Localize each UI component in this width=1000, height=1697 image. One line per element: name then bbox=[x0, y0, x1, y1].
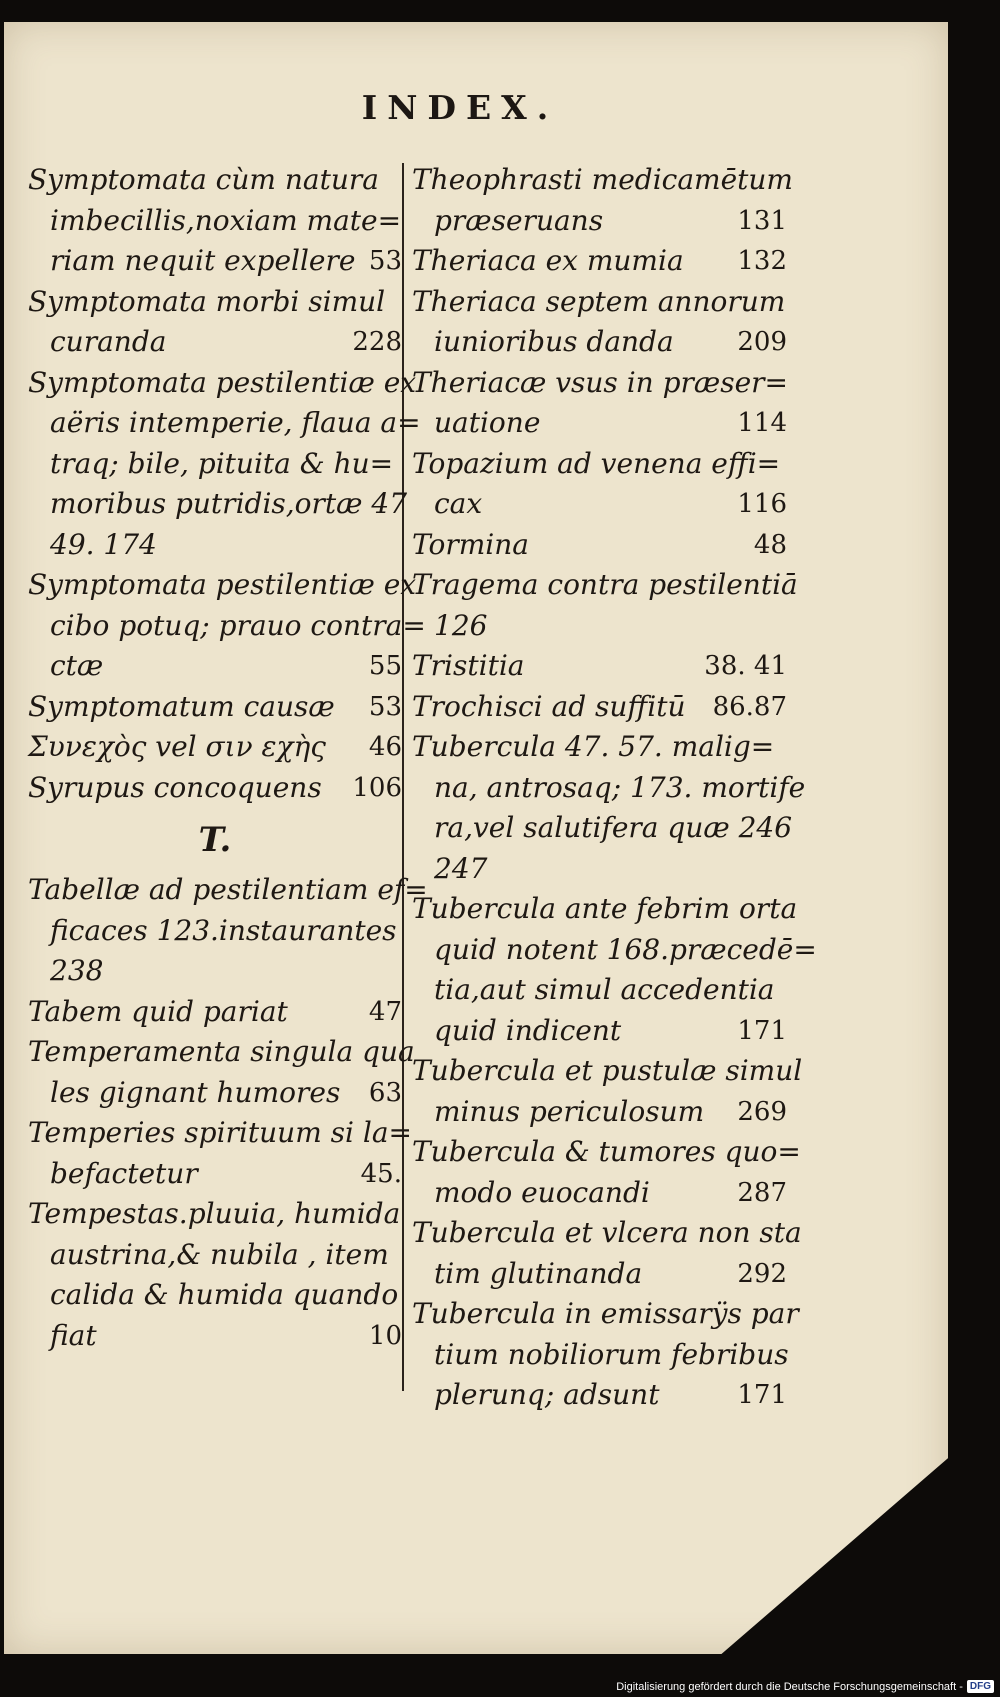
entry-line bbox=[412, 282, 787, 323]
page-heading: INDEX. bbox=[361, 88, 559, 127]
entry-text: imbecillis,noxiam mate= bbox=[50, 203, 402, 237]
entry-line bbox=[28, 241, 402, 282]
entry-line bbox=[28, 768, 402, 809]
page-reference: 116 bbox=[737, 489, 787, 519]
entry-line bbox=[28, 525, 402, 566]
index-entry bbox=[28, 992, 402, 1033]
index-entry bbox=[28, 768, 402, 809]
section-letter: T. bbox=[198, 820, 232, 860]
page-reference: 171 bbox=[737, 1380, 787, 1410]
entry-line bbox=[28, 565, 417, 606]
index-entry bbox=[412, 1213, 802, 1294]
entry-line bbox=[412, 160, 793, 201]
entry-line bbox=[28, 1154, 402, 1195]
entry-text: riam nequit expellere bbox=[50, 244, 356, 277]
left-column bbox=[28, 160, 428, 1356]
entry-line bbox=[412, 484, 787, 525]
entry-text: Tubercula et pustulæ simul bbox=[412, 1054, 803, 1087]
entry-text: befactetur bbox=[50, 1156, 198, 1190]
entry-line bbox=[28, 606, 426, 647]
page-reference: 228 bbox=[352, 327, 402, 357]
page-reference: 114 bbox=[737, 408, 787, 438]
entry-text: Tubercula ante febrim orta bbox=[412, 892, 798, 925]
page-reference: 131 bbox=[737, 205, 787, 236]
page-reference: 106 bbox=[352, 772, 402, 803]
index-entry bbox=[412, 241, 787, 282]
entry-line bbox=[28, 911, 402, 952]
entry-line bbox=[412, 727, 787, 768]
entry-text: Trochisci ad suffitū bbox=[412, 689, 686, 723]
index-entry bbox=[28, 870, 428, 992]
index-entry bbox=[412, 646, 787, 687]
page-reference: 269 bbox=[737, 1096, 787, 1127]
index-entry bbox=[28, 160, 402, 282]
entry-line bbox=[28, 646, 402, 687]
entry-line bbox=[412, 1051, 803, 1092]
entry-line bbox=[412, 1132, 801, 1173]
entry-text: ctæ bbox=[50, 649, 104, 682]
entry-line bbox=[28, 1073, 402, 1114]
entry-text: Tubercula et vlcera non sta bbox=[412, 1216, 802, 1249]
entry-text: ra,vel salutifera quæ 246 bbox=[434, 811, 793, 844]
page-reference: 55 bbox=[368, 651, 402, 681]
entry-line bbox=[412, 403, 787, 444]
entry-line bbox=[412, 970, 787, 1011]
page-reference: 47 bbox=[368, 996, 402, 1027]
entry-line bbox=[412, 606, 787, 647]
entry-text: tia,aut simul accedentia bbox=[434, 973, 775, 1006]
entry-text: aëris intemperie, flaua a= bbox=[50, 406, 421, 439]
index-entry bbox=[28, 1032, 415, 1113]
entry-line bbox=[412, 1173, 787, 1214]
entry-line bbox=[28, 322, 402, 363]
entry-line bbox=[412, 444, 787, 485]
footer-text: Digitalisierung gefördert durch die Deutsche Forschungsgemeinschaft - bbox=[616, 1680, 963, 1693]
entry-line bbox=[412, 1375, 787, 1416]
index-entry bbox=[28, 363, 421, 566]
entry-line bbox=[28, 1113, 412, 1154]
entry-text: Symptomatum causæ bbox=[28, 689, 335, 723]
entry-text: Tabellæ ad pestilentiam ef= bbox=[28, 873, 428, 906]
page-reference: 10 bbox=[368, 1320, 402, 1351]
page-reference: 292 bbox=[737, 1258, 787, 1289]
index-entry bbox=[28, 282, 402, 363]
entry-line bbox=[412, 930, 817, 971]
entry-line bbox=[412, 565, 798, 606]
entry-text: austrina,& nubila , item bbox=[50, 1237, 389, 1271]
entry-line bbox=[28, 1316, 402, 1357]
entry-text: Tragema contra pestilentiā bbox=[412, 568, 798, 601]
entry-line bbox=[412, 1011, 787, 1052]
entry-text: Tubercula & tumores quo= bbox=[412, 1135, 801, 1168]
entry-line bbox=[28, 1032, 415, 1073]
entry-text: Symptomata pestilentiæ ex bbox=[28, 365, 417, 399]
page-reference: 209 bbox=[737, 327, 787, 357]
entry-line bbox=[412, 849, 787, 890]
entry-text: iunioribus danda bbox=[434, 325, 674, 358]
entry-line bbox=[412, 525, 787, 566]
entry-line bbox=[412, 1213, 802, 1254]
entry-line bbox=[28, 484, 408, 525]
entry-text: Temperies spirituum si la= bbox=[28, 1116, 412, 1149]
entry-text: Symptomata pestilentiæ ex bbox=[28, 568, 417, 601]
entry-line bbox=[412, 241, 787, 282]
entry-text: Syrupus concoquens bbox=[28, 770, 322, 804]
page-reference: 46 bbox=[368, 732, 402, 762]
entry-line bbox=[412, 687, 787, 728]
index-entry bbox=[412, 1294, 799, 1416]
entry-text: les gignant humores bbox=[50, 1075, 341, 1109]
page-reference: 132 bbox=[737, 246, 787, 276]
index-entry bbox=[412, 727, 806, 889]
entry-line bbox=[28, 992, 402, 1033]
entry-text: traq; bile, pituita & hu= bbox=[50, 446, 394, 480]
page-reference: 45. bbox=[360, 1158, 402, 1189]
page-reference: 48 bbox=[753, 529, 787, 560]
entry-line bbox=[28, 444, 402, 485]
entry-text: ficaces 123.instaurantes bbox=[50, 913, 397, 947]
entry-text: 49. 174 bbox=[50, 527, 157, 561]
entry-text: Symptomata cùm natura bbox=[28, 163, 379, 196]
entry-line bbox=[28, 1235, 402, 1276]
index-entry bbox=[28, 687, 402, 728]
entry-line bbox=[412, 1294, 799, 1335]
entry-text: Tabem quid pariat bbox=[28, 994, 288, 1028]
entry-line bbox=[412, 363, 787, 404]
entry-line bbox=[412, 1254, 787, 1295]
entry-text: Theophrasti medicamētum bbox=[412, 163, 793, 196]
entry-line bbox=[28, 403, 421, 444]
entry-text: tium nobiliorum febribus bbox=[434, 1337, 789, 1371]
entry-line bbox=[28, 282, 402, 323]
index-entry bbox=[28, 1113, 412, 1194]
index-entry bbox=[412, 363, 787, 444]
right-column bbox=[412, 160, 817, 1416]
index-entry bbox=[412, 282, 787, 363]
page-reference: 63 bbox=[368, 1077, 402, 1108]
entry-line bbox=[28, 727, 402, 768]
entry-text: Tubercula in emissarÿs par bbox=[412, 1297, 799, 1330]
column-divider bbox=[402, 163, 404, 1391]
page-reference: 53 bbox=[368, 246, 402, 276]
entry-line bbox=[28, 870, 428, 911]
index-entry bbox=[412, 1132, 801, 1213]
entry-text: minus periculosum bbox=[434, 1094, 705, 1128]
page-reference: 171 bbox=[737, 1015, 787, 1046]
entry-text: na, antrosaq; 173. mortife bbox=[434, 770, 806, 804]
entry-text: Tempestas.pluuia, humida bbox=[28, 1197, 401, 1230]
entry-text: Theriacæ vsus in præser= bbox=[412, 365, 789, 399]
index-entry bbox=[412, 1051, 803, 1132]
entry-line bbox=[28, 687, 402, 728]
entry-text: cax bbox=[434, 487, 483, 520]
page-reference: 53 bbox=[368, 691, 402, 722]
entry-text: modo euocandi bbox=[434, 1175, 650, 1209]
index-entry bbox=[412, 687, 787, 728]
entry-line bbox=[28, 201, 402, 242]
index-entry bbox=[412, 444, 787, 525]
entry-text: 247 bbox=[434, 851, 488, 885]
entry-line bbox=[412, 889, 798, 930]
entry-line bbox=[412, 768, 806, 809]
entry-text: Symptomata morbi simul bbox=[28, 284, 386, 318]
entry-text: cibo potuq; prauo contra= bbox=[50, 608, 426, 642]
entry-text: Συνεχὸς vel σιν εχὴς bbox=[28, 730, 326, 763]
entry-text: Theriaca septem annorum bbox=[412, 284, 786, 318]
entry-line bbox=[28, 951, 402, 992]
entry-text: calida & humida quando bbox=[50, 1278, 399, 1311]
entry-line bbox=[412, 808, 793, 849]
entry-text: Temperamenta singula qua bbox=[28, 1035, 415, 1068]
entry-line bbox=[412, 201, 787, 242]
entry-line bbox=[412, 1335, 787, 1376]
index-entry bbox=[412, 525, 787, 566]
page-reference: 38. 41 bbox=[704, 651, 787, 681]
index-entry bbox=[412, 565, 798, 646]
entry-text: Tubercula 47. 57. malig= bbox=[412, 730, 775, 763]
entry-text: plerunq; adsunt bbox=[434, 1378, 660, 1411]
right-entries bbox=[412, 160, 817, 1416]
index-entry bbox=[412, 889, 817, 1051]
entry-text: 238 bbox=[50, 954, 104, 987]
entry-text: quid notent 168.præcedē= bbox=[434, 932, 817, 966]
entry-line bbox=[28, 1194, 402, 1235]
entry-text: Topazium ad venena effi= bbox=[412, 446, 781, 480]
entry-text: tim glutinanda bbox=[434, 1256, 643, 1290]
entry-text: præseruans bbox=[434, 203, 604, 237]
left-entries-s bbox=[28, 160, 426, 808]
entry-text: Tristitia bbox=[412, 649, 525, 682]
entry-text: Theriaca ex mumia bbox=[412, 244, 684, 277]
entry-line bbox=[412, 1092, 787, 1133]
index-entry bbox=[28, 565, 426, 687]
index-entry bbox=[28, 727, 402, 768]
entry-line bbox=[412, 646, 787, 687]
entry-line bbox=[28, 1275, 402, 1316]
entry-text: Tormina bbox=[412, 527, 529, 561]
entry-line bbox=[28, 363, 417, 404]
entry-line bbox=[28, 160, 402, 201]
left-entries-t bbox=[28, 870, 428, 1356]
entry-text: moribus putridis,ortæ 47 bbox=[50, 487, 408, 520]
entry-text: fiat bbox=[50, 1318, 97, 1352]
digitization-footer bbox=[616, 1680, 994, 1693]
entry-line bbox=[412, 322, 787, 363]
entry-text: 126 bbox=[434, 608, 488, 642]
entry-text: curanda bbox=[50, 325, 167, 358]
index-entry bbox=[28, 1194, 402, 1356]
page-reference: 287 bbox=[737, 1177, 787, 1208]
page-reference: 86.87 bbox=[712, 691, 787, 722]
index-entry bbox=[412, 160, 793, 241]
dfg-logo: DFG bbox=[967, 1680, 994, 1693]
entry-text: quid indicent bbox=[434, 1013, 622, 1047]
entry-text: uatione bbox=[434, 406, 541, 439]
